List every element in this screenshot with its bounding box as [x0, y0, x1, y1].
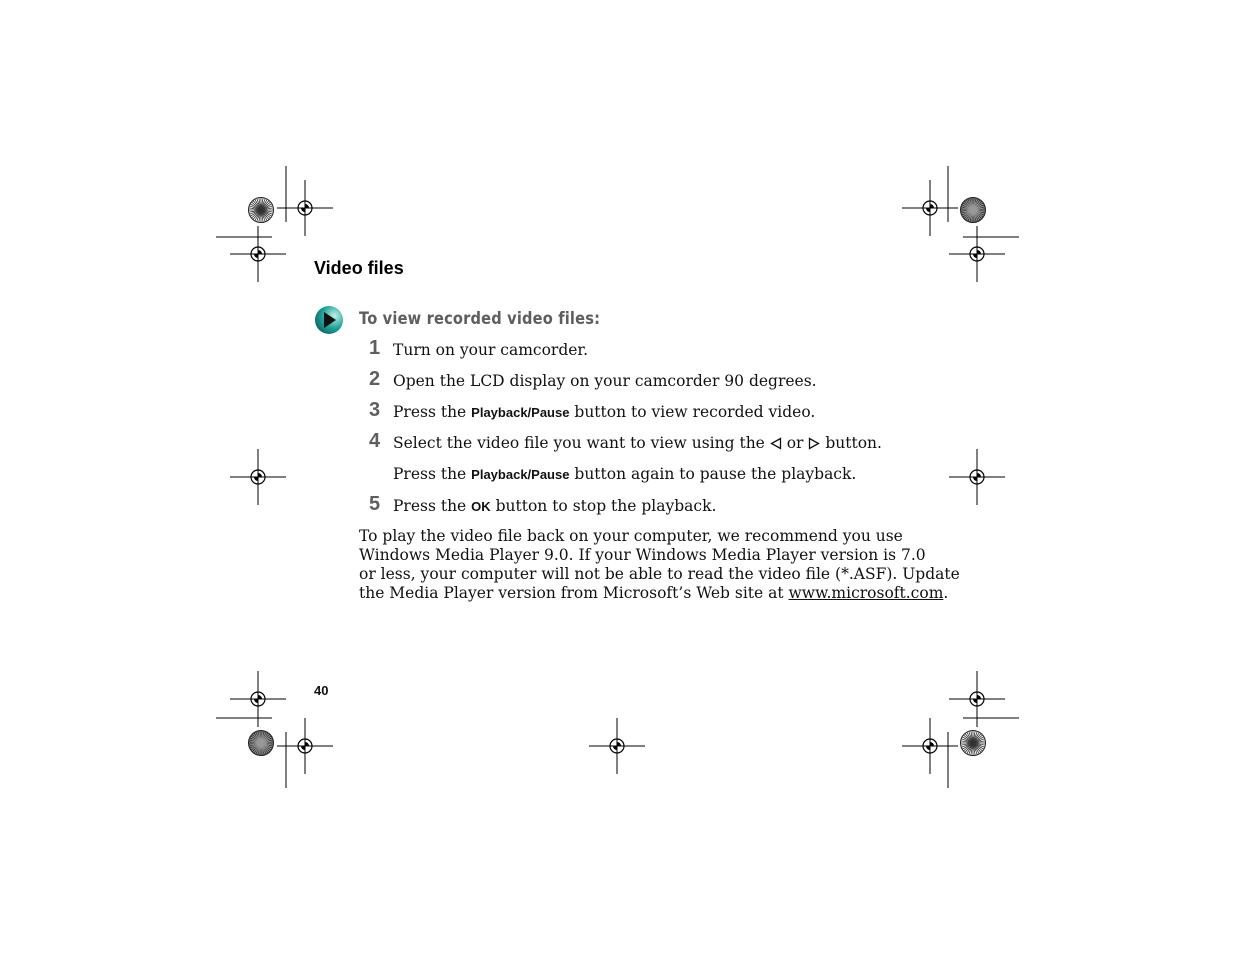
step-text-part: button to view recorded video. — [569, 403, 816, 421]
step-number: 5 — [369, 493, 381, 515]
registration-target — [277, 718, 333, 774]
button-name: Playback/Pause — [471, 467, 570, 482]
step-number: 4 — [369, 430, 381, 452]
play-arrow-icon — [314, 305, 344, 335]
registration-target — [949, 226, 1005, 282]
registration-target — [230, 226, 286, 282]
info-paragraph — [359, 527, 960, 603]
paragraph-line: Windows Media Player 9.0. If your Windows Media Player version is 7.0 — [359, 546, 926, 564]
step-text — [393, 496, 716, 517]
step-text: Turn on your camcorder. — [393, 341, 589, 359]
registration-target — [589, 718, 645, 774]
step-number: 3 — [369, 399, 381, 421]
registration-target — [230, 671, 286, 727]
step-text-part: button to stop the playback. — [490, 497, 717, 515]
registration-target — [277, 180, 333, 236]
step-number: 2 — [369, 368, 381, 390]
right-triangle-icon — [808, 437, 820, 450]
section-title: Video files — [314, 258, 404, 278]
starburst-mark — [249, 731, 274, 756]
step-text — [393, 433, 882, 453]
paragraph-line: or less, your computer will not be able to read the video file (*.ASF). Update — [359, 565, 960, 583]
step-text — [393, 402, 815, 423]
paragraph-text: the Media Player version from Microsoft’s Web site at — [359, 584, 789, 602]
paragraph-line: To play the video file back on your computer, we recommend you use — [359, 527, 903, 545]
step-text-part: Press the — [393, 403, 472, 421]
paragraph-line — [359, 584, 949, 603]
step-text-part: Select the video file you want to view using the — [393, 434, 770, 452]
microsoft-link[interactable]: www.microsoft.com — [788, 584, 944, 602]
step-text: Open the LCD display on your camcorder 90 degrees. — [393, 372, 817, 390]
starburst-mark — [249, 198, 274, 223]
step-text-part: Press the — [393, 497, 472, 515]
step-text-part: Press the — [393, 465, 472, 483]
step-subtext — [393, 464, 856, 485]
page-number: 40 — [314, 683, 329, 698]
procedure-title: To view recorded video files: — [359, 309, 601, 329]
step-text-part: button. — [820, 434, 882, 452]
button-name: Playback/Pause — [471, 405, 570, 420]
registration-target — [902, 718, 958, 774]
step-text-part: or — [781, 434, 809, 452]
registration-target — [949, 449, 1005, 505]
button-name: OK — [471, 499, 491, 514]
paragraph-text: . — [943, 584, 949, 602]
starburst-mark — [961, 198, 986, 223]
registration-target — [902, 180, 958, 236]
registration-target — [949, 671, 1005, 727]
left-triangle-icon — [770, 437, 782, 450]
step-number: 1 — [369, 337, 381, 359]
registration-target — [230, 449, 286, 505]
starburst-mark — [961, 731, 986, 756]
step-text-part: button again to pause the playback. — [569, 465, 857, 483]
